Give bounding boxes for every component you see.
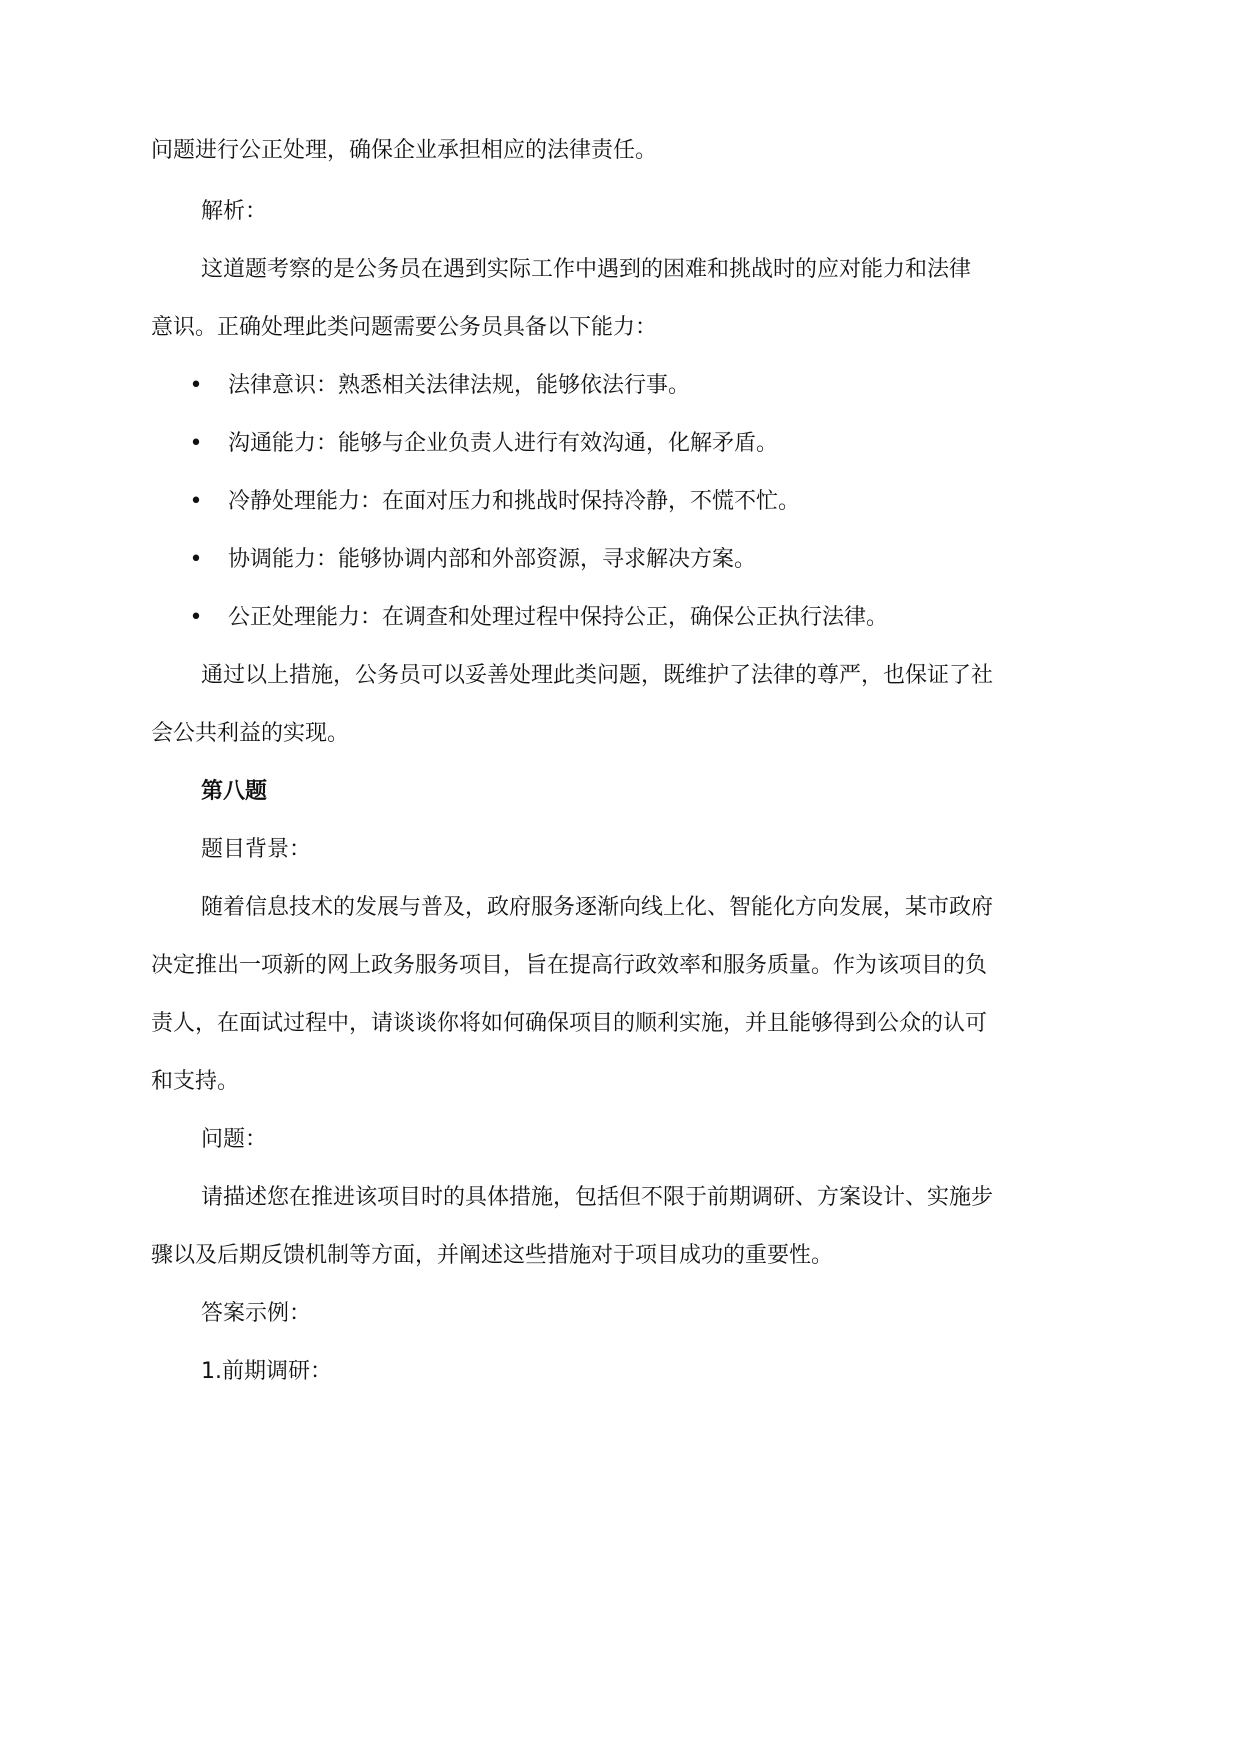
question-line: 骤以及后期反馈机制等方面，并阐述这些措施对于项目成功的重要性。 [151, 1243, 834, 1268]
conclusion-line: 会公共利益的实现。 [151, 721, 350, 746]
bullet-text: 冷静处理能力：在面对压力和挑战时保持冷静，不慌不忙。 [228, 489, 801, 514]
background-line: 决定推出一项新的网上政务服务项目，旨在提高行政效率和服务质量。作为该项目的负 [151, 953, 988, 978]
conclusion-line: 通过以上措施，公务员可以妥善处理此类问题，既维护了法律的尊严，也保证了社 [201, 663, 994, 688]
background-line: 责人，在面试过程中，请谈谈你将如何确保项目的顺利实施，并且能够得到公众的认可 [151, 1011, 988, 1036]
background-heading: 题目背景： [201, 837, 312, 862]
analysis-paragraph-line: 这道题考察的是公务员在遇到实际工作中遇到的困难和挑战时的应对能力和法律 [201, 257, 972, 282]
background-line: 随着信息技术的发展与普及，政府服务逐渐向线上化、智能化方向发展，某市政府 [201, 895, 994, 920]
question-line: 请描述您在推进该项目时的具体措施，包括但不限于前期调研、方案设计、实施步 [201, 1185, 994, 1210]
bullet-text: 公正处理能力：在调查和处理过程中保持公正，确保公正执行法律。 [228, 605, 889, 630]
bullet-text: 法律意识：熟悉相关法律法规，能够依法行事。 [228, 373, 691, 398]
bullet-icon: • [189, 547, 203, 572]
bullet-icon: • [189, 605, 203, 630]
continuation-line: 问题进行公正处理，确保企业承担相应的法律责任。 [151, 138, 658, 163]
bullet-text: 沟通能力：能够与企业负责人进行有效沟通，化解矛盾。 [228, 431, 779, 456]
background-line: 和支持。 [151, 1069, 240, 1094]
analysis-paragraph-line: 意识。正确处理此类问题需要公务员具备以下能力： [151, 315, 658, 340]
bullet-icon: • [189, 431, 203, 456]
answer-heading: 答案示例： [201, 1301, 312, 1326]
question-heading: 问题： [201, 1127, 268, 1152]
bullet-text: 协调能力：能够协调内部和外部资源，寻求解决方案。 [228, 547, 757, 572]
bullet-icon: • [189, 373, 203, 398]
bullet-icon: • [189, 489, 203, 514]
section-title: 第八题 [201, 779, 268, 804]
answer-step: 1.前期调研： [201, 1359, 332, 1384]
analysis-heading: 解析： [201, 199, 268, 224]
